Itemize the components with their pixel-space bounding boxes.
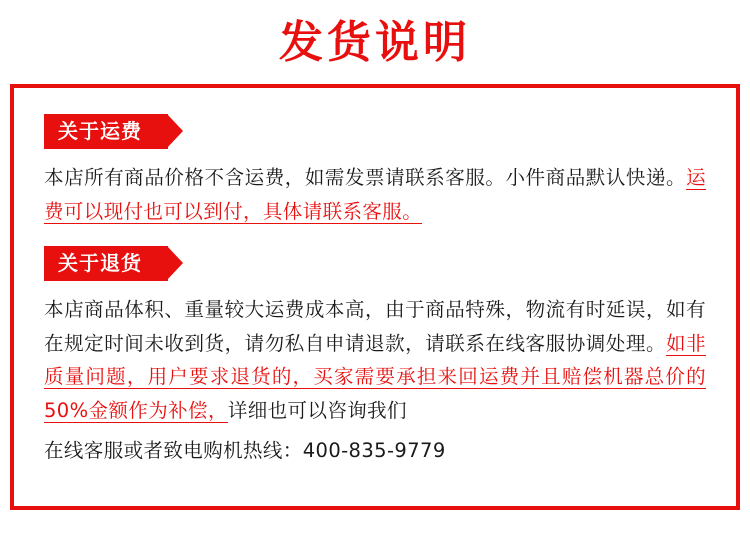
section-body-returns xyxy=(44,293,706,427)
text-highlight: 如非质量问题，用户要求退货的，买家需要承担来回运费并且赔偿机器总价的50%金额作为补偿， xyxy=(44,331,706,422)
section-shipping-fee xyxy=(44,114,706,228)
customer-service-hotline: 在线客服或者致电购机热线：400-835-9779 xyxy=(44,439,446,463)
section-body-shipping-fee xyxy=(44,161,706,228)
text-normal-after: 详细也可以咨询我们 xyxy=(227,398,407,422)
section-tag-shipping-fee: 关于运费 xyxy=(44,114,168,149)
page-title: 发货说明 xyxy=(279,17,471,68)
text-normal-before: 本店商品体积、重量较大运费成本高，由于商品特殊，物流有时延误，如有在规定时间未收到货，请勿私自申请退款，请联系在线客服协调处理。 xyxy=(44,298,706,355)
section-tag-returns: 关于退货 xyxy=(44,246,168,281)
notice-panel xyxy=(10,84,740,510)
text-highlight: 运费可以现付也可以到付，具体请联系客服。 xyxy=(44,166,706,223)
section-returns xyxy=(44,246,706,466)
text-normal-before: 本店所有商品价格不含运费，如需发票请联系客服。小件商品默认快递。 xyxy=(44,166,687,189)
